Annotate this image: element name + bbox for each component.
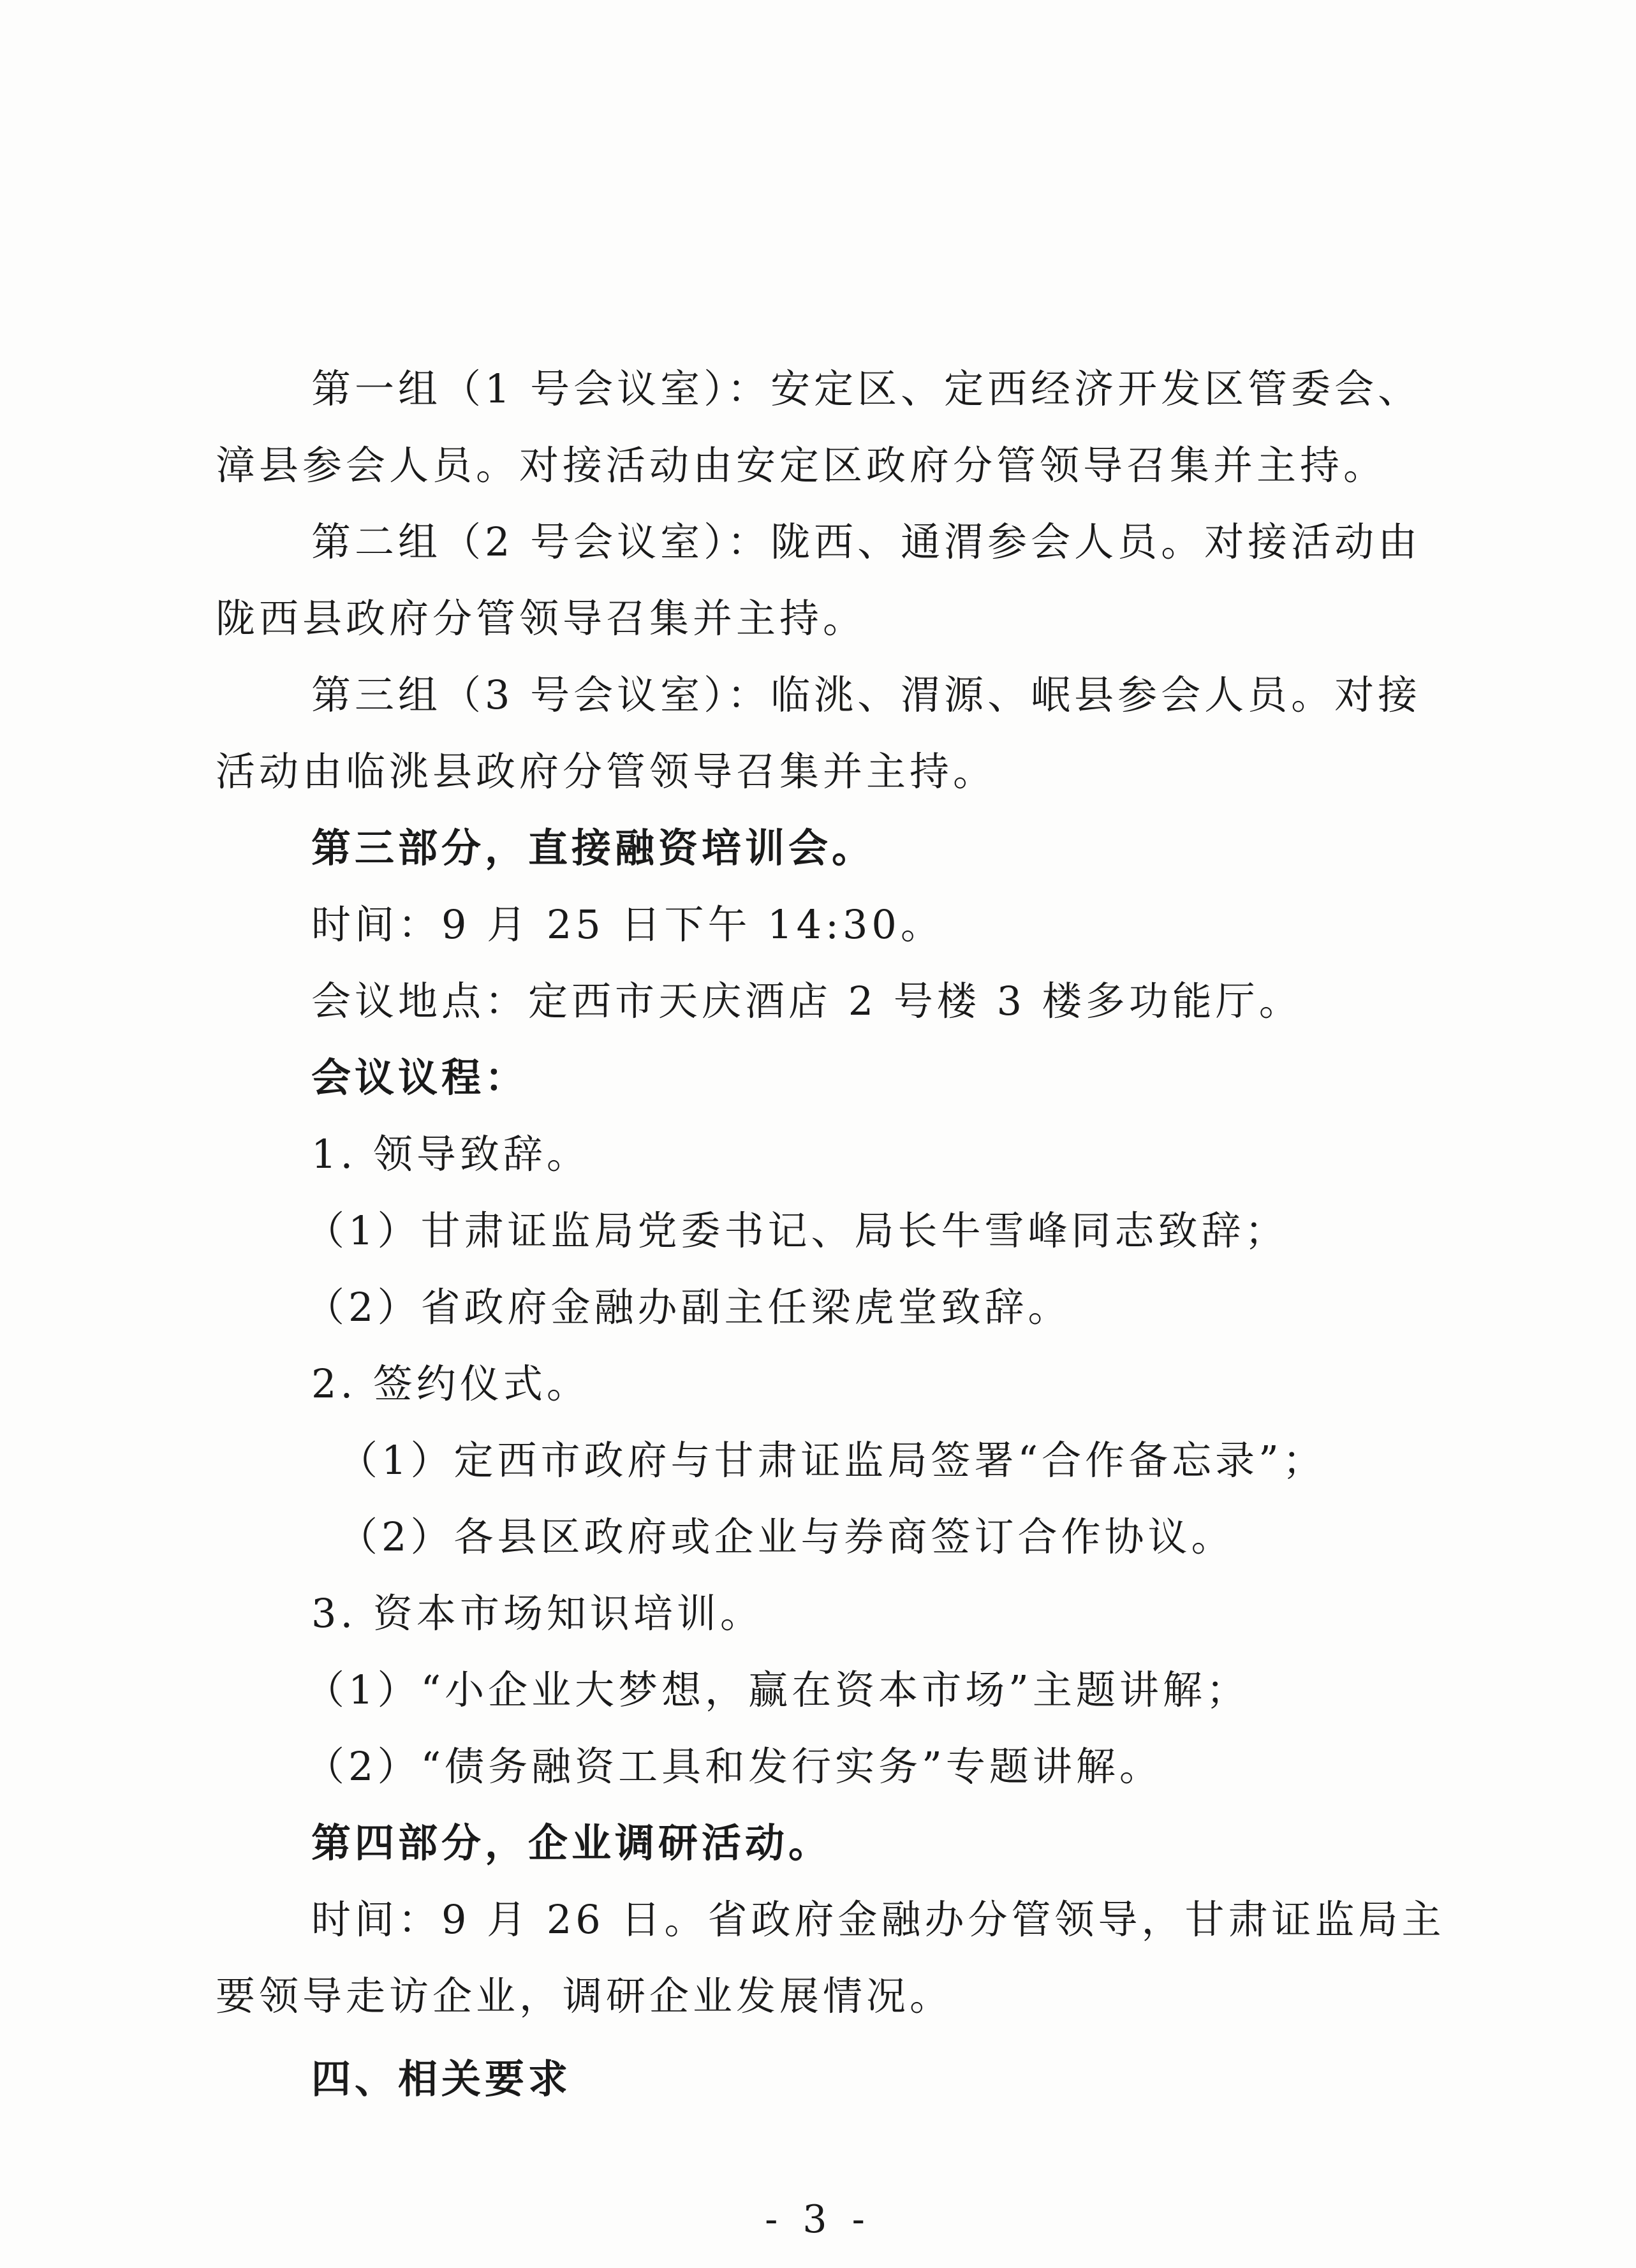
part3-location: 会议地点：定西市天庆酒店 2 号楼 3 楼多功能厅。 (311, 978, 1302, 1024)
agenda-item-2-2: （2）各县区政府或企业与券商签订合作协议。 (338, 1513, 1235, 1560)
agenda-item-3-1: （1）“小企业大梦想，赢在资本市场”主题讲解； (305, 1667, 1249, 1713)
part4-line1: 时间：9 月 26 日。省政府金融办分管领导，甘肃证监局主 (311, 1896, 1445, 1943)
paragraph-group1-line2: 漳县参会人员。对接活动由安定区政府分管领导召集并主持。 (216, 442, 1387, 489)
section-heading-part4: 第四部分，企业调研活动。 (311, 1820, 832, 1866)
agenda-item-1: 1. 领导致辞。 (311, 1131, 590, 1177)
paragraph-group2-line2: 陇西县政府分管领导召集并主持。 (216, 595, 867, 642)
agenda-heading: 会议议程： (311, 1054, 529, 1101)
paragraph-group3-line1: 第三组（3 号会议室）：临洮、渭源、岷县参会人员。对接 (311, 672, 1422, 718)
agenda-item-1-1: （1）甘肃证监局党委书记、局长牛雪峰同志致辞； (305, 1207, 1288, 1254)
section-heading-requirements: 四、相关要求 (311, 2056, 572, 2102)
paragraph-group1-line1: 第一组（1 号会议室）：安定区、定西经济开发区管委会、 (311, 365, 1422, 412)
part4-line2: 要领导走访企业，调研企业发展情况。 (216, 1973, 954, 2019)
part3-time: 时间：9 月 25 日下午 14:30。 (311, 901, 944, 948)
page-number: - 3 - (765, 2197, 871, 2242)
paragraph-group3-line2: 活动由临洮县政府分管领导召集并主持。 (216, 748, 997, 795)
agenda-item-3: 3. 资本市场知识培训。 (311, 1590, 763, 1637)
agenda-item-2: 2. 签约仪式。 (311, 1360, 590, 1407)
agenda-item-3-2: （2）“债务融资工具和发行实务”专题讲解。 (305, 1743, 1163, 1790)
agenda-item-2-1: （1）定西市政府与甘肃证监局签署“合作备忘录”； (338, 1437, 1326, 1484)
agenda-item-1-2: （2）省政府金融办副主任梁虎堂致辞。 (305, 1284, 1072, 1330)
paragraph-group2-line1: 第二组（2 号会议室）：陇西、通渭参会人员。对接活动由 (311, 519, 1422, 565)
section-heading-part3: 第三部分，直接融资培训会。 (311, 825, 876, 871)
